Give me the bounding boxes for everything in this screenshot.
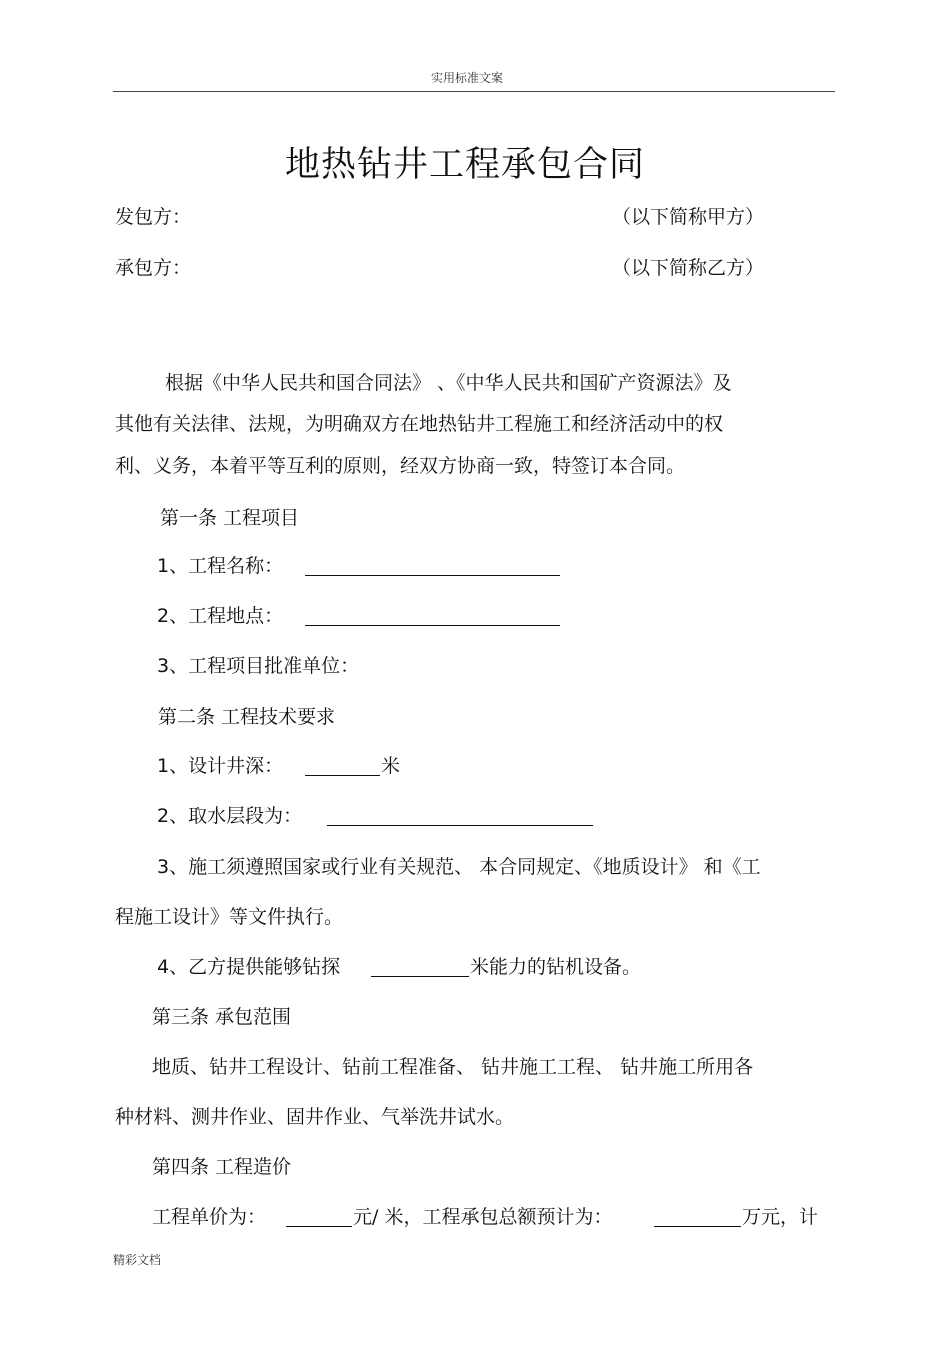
article-1-item-2 <box>157 604 283 628</box>
total-amount-blank <box>654 1208 741 1227</box>
header-divider <box>113 91 835 92</box>
project-location-blank <box>305 607 560 626</box>
article-3-line-1: 地质、钻井工程设计、钻前工程准备、 钻井施工工程、 钻井施工所用各 <box>152 1056 754 1078</box>
preamble-line-2: 其他有关法律、法规，为明确双方在地热钻井工程施工和经济活动中的权 <box>115 413 724 435</box>
item-text: 、施工须遵照国家或行业有关规范、 本合同规定、《地质设计》 和《工 <box>169 856 761 878</box>
party-a-label: 发包方： <box>115 206 192 228</box>
party-a-note: （以下简称甲方） <box>612 206 765 228</box>
item-label: 、乙方提供能够钻探 <box>169 956 341 978</box>
well-depth-blank <box>305 757 380 776</box>
article-1-heading: 第一条 工程项目 <box>160 507 300 529</box>
article-1-item-3 <box>157 654 359 678</box>
document-title: 地热钻井工程承包合同 <box>285 145 646 185</box>
party-b-label: 承包方： <box>115 257 192 279</box>
well-depth-unit: 米 <box>381 755 401 777</box>
article-2-item-2 <box>157 804 302 828</box>
article-1-item-1 <box>157 554 283 578</box>
page-header: 实用标准文案 <box>431 71 504 85</box>
article-4-price-label: 工程单价为： <box>152 1206 267 1228</box>
item-label: 、工程项目批准单位： <box>169 655 360 677</box>
article-2-item-3-line-2: 程施工设计》等文件执行。 <box>115 906 344 928</box>
unit-price-blank <box>286 1208 352 1227</box>
item-number: 1 <box>157 555 170 577</box>
item-number: 3 <box>157 655 170 677</box>
item-number: 3 <box>157 856 170 878</box>
item-number: 1 <box>157 755 170 777</box>
item-label: 、工程地点： <box>169 605 284 627</box>
water-layer-blank <box>327 807 593 826</box>
item-label: 、设计井深： <box>169 755 284 777</box>
preamble-line-3: 利、义务，本着平等互利的原则，经双方协商一致，特签订本合同。 <box>115 455 686 477</box>
item-label: 、工程名称： <box>169 555 284 577</box>
article-2-heading: 第二条 工程技术要求 <box>158 706 336 728</box>
article-2-item-4-suffix: 米能力的钻机设备。 <box>470 956 642 978</box>
drilling-depth-blank <box>371 958 469 977</box>
party-b-note: （以下简称乙方） <box>612 257 765 279</box>
article-2-item-3-line-1 <box>157 855 761 879</box>
page-footer: 精彩文档 <box>113 1253 162 1267</box>
article-4-total-unit: 万元，计 <box>742 1206 819 1228</box>
article-2-item-1 <box>157 754 283 778</box>
project-name-blank <box>305 557 560 576</box>
article-2-item-4 <box>157 955 340 979</box>
article-4-heading: 第四条 工程造价 <box>152 1156 292 1178</box>
preamble-line-1: 根据《中华人民共和国合同法》 、《中华人民共和国矿产资源法》及 <box>165 372 732 394</box>
article-4-price-unit: 元/ 米，工程承包总额预计为： <box>353 1206 613 1228</box>
item-label: 、取水层段为： <box>169 805 303 827</box>
item-number: 2 <box>157 605 170 627</box>
article-3-line-2: 种材料、测井作业、固井作业、气举洗井试水。 <box>115 1106 515 1128</box>
item-number: 2 <box>157 805 170 827</box>
article-3-heading: 第三条 承包范围 <box>152 1006 292 1028</box>
item-number: 4 <box>157 956 170 978</box>
